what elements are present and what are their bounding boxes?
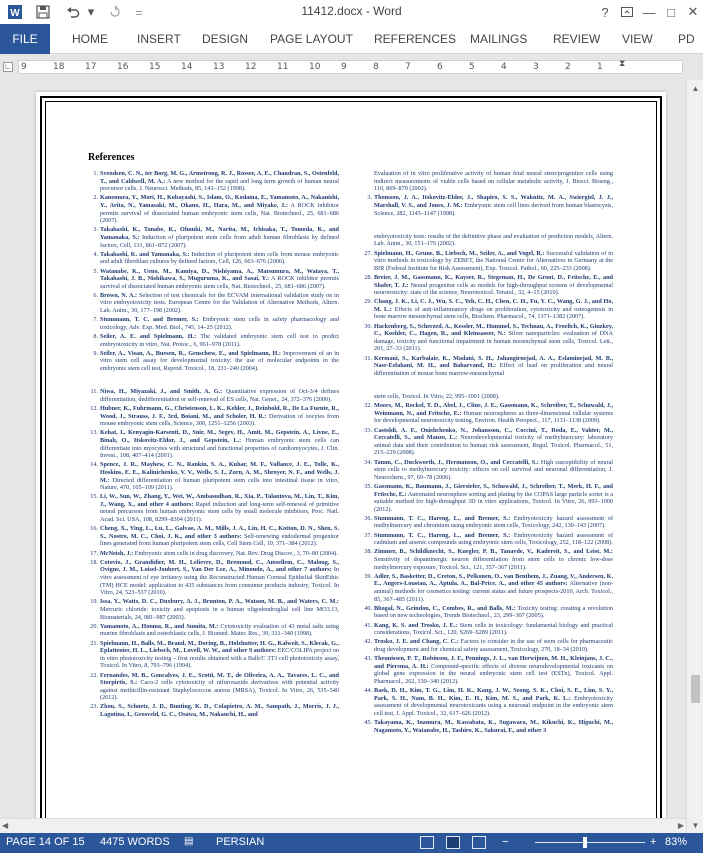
reference-text: Quantitative expression of Oct-3/4 defines differentiation, dedifferentiation or self-renewal of ES cells, Nat. Genet., 24, 372–376 (2000). [100, 388, 339, 403]
reference-number: 23. [90, 703, 98, 711]
reference-entry [362, 250, 613, 273]
reference-number: 35. [364, 482, 372, 490]
reference-text: Stem cells in toxicology: fundamental biology and practical considerations, Toxicol. Sci., 120, S269–S289 (2011). [374, 621, 614, 637]
ruler-number: 15 [149, 62, 161, 72]
reference-number: 36. [364, 514, 372, 522]
vertical-scrollbar[interactable] [686, 80, 703, 833]
reference-entry [362, 194, 613, 217]
reference-authors: Seiler, A., Visan, A., Buesen, R., Genschow, E., and Spielmann, H.: [100, 349, 281, 357]
reference-entry [88, 429, 339, 459]
reference-number: 22. [90, 671, 98, 679]
reference-authors: Stummann, T. C., Hareng, L., and Bremer, S.: [374, 531, 511, 539]
reference-entry [362, 532, 613, 547]
reference-entry [362, 687, 613, 717]
reference-entry [362, 638, 613, 653]
reference-number: 18. [90, 558, 98, 566]
reference-text: Embryotoxicity assessment of developmental neurotoxicants using a neuronal endpoint in the embryonic stem cell test, J. Appl. Toxicol., 32, 617–626 (2012). [374, 694, 613, 717]
scroll-thumb[interactable] [691, 675, 700, 703]
reference-authors: Li, W., Sun, W., Zhang, Y., Wei, W., Ambasudhan, R., Xia, P., Talantova, M., Lin, T., Kim, J., Wang, X., and other 4 authors: [100, 493, 339, 508]
reference-entry [362, 393, 613, 401]
reference-entry [88, 703, 339, 718]
reference-text: Induction of pluripotent stem cells from adult human fibroblasts by defined factors, Cell, 131, 861–872 (2007). [100, 233, 340, 249]
horizontal-ruler[interactable] [18, 60, 683, 74]
reference-entry [362, 622, 613, 637]
ruler-number: 5 [469, 62, 475, 72]
ruler-number: 17 [85, 62, 97, 72]
reference-number: 14. [90, 461, 98, 469]
reference-authors: Hackenberg, S., Scherzed, A., Kessler, M., Hummel, S., Technau, A., Froelich, K., Ginzkey, C., Koehler, C., Hagen, R., and Kleinsasser, N.: [374, 322, 613, 338]
close-button[interactable]: ✕ [687, 4, 699, 19]
reference-authors: Takahashi, K., Tanabe, K., Ohnuki, M., Narita, M., Ichisaka, T., Tomoda, K., and Yamanaka, S.: [100, 226, 339, 241]
ruler-number: 1 [597, 62, 603, 72]
ruler-number: 13 [213, 62, 225, 72]
reference-text: Mercuric chloride: toxicity and apoptosis in a human oligodendroglial cell line MO3.13, Biomaterials, 24, 981–987 (2003). [100, 605, 339, 621]
document-page[interactable] [36, 92, 666, 833]
reference-entry [362, 355, 613, 378]
reference-text: Factors to consider in the use of stem cells for pharmaceutic drug development and for chemical safety assessment, Toxicology, 270, 18–34 (2010). [374, 638, 614, 653]
reference-authors: Zimmer, B., Schildknecht, S., Kuegler, P. B., Tanavde, V., Kadereit, S., and Leist, M.: [374, 548, 613, 556]
reference-text: embryotoxicity tests: results of the definitive phase and evaluation of prediction models, Altern. Lab. Anim., 30, 151–176 (2002). [374, 232, 613, 248]
reference-entry [362, 483, 613, 513]
ruler-number: 12 [245, 62, 257, 72]
maximize-button[interactable]: □ [667, 4, 675, 20]
reference-number: 43. [364, 655, 372, 663]
reference-entry [362, 170, 613, 193]
reference-text: Sensitivity of dopaminergic neuron differentiation from stem cells to chronic low-dose methylmercury exposure, Toxicol. Sci., 121, 357–367 (2011). [374, 556, 613, 571]
reference-number: 3. [367, 194, 372, 202]
reference-entry [88, 640, 339, 670]
reference-text: A new method for the rapid and long term growth of human neural precursor cells, J. Neurosci. Methods, 85, 141–152 (1998). [100, 177, 339, 193]
reference-entry [88, 194, 339, 224]
reference-text: Evaluation of in vitro proliferative activity of human fetal neural stem/progenitor cells using indirect measurements of viable cells based on cellular metabolic activity, J. Biosci. Bioeng., 110, 869–879 (2002). [374, 170, 613, 193]
reference-number: 19. [90, 598, 98, 606]
reference-entry [88, 672, 339, 702]
reference-entry [88, 350, 339, 373]
reference-entry [362, 323, 613, 353]
reference-authors: Breier, J. M., Gassmann, K., Kayser, R., Stegeman, H., De Groot, D., Fritsche, E., and Shafer, T. J.: [374, 273, 613, 289]
references-right-column [362, 170, 613, 736]
reference-text: In vitro assessment of eye irritancy using the Reconstructed Human Corneal Epithelial SkinEthic (TM) HCE model: application to 435 substances from consumer products industry, Toxicol. In Vitro, 24, 523–537 (2010). [100, 566, 339, 597]
reference-number: 21. [90, 639, 98, 647]
reference-number: 40. [364, 604, 372, 612]
reference-authors: Gassmann, K., Baumann, J., Giersiefer, S., Schuwald, J., Schreiber, T., Merk, H. F., and Fritsche, E.: [374, 482, 613, 498]
svg-text:W: W [10, 8, 20, 19]
tab-review[interactable]: REVIEW [553, 32, 601, 46]
reference-entry [88, 292, 339, 315]
reference-number: 41. [364, 621, 372, 629]
status-bar [0, 833, 703, 853]
reference-text: Self-renewing endodermal progenitor lines generated from human pluripotent stem cells, Cell Stem Cell, 10, 371–384 (2012). [100, 532, 340, 548]
reference-text: Caco-2 cells cytotoxicity of nifuroxazide derivatives with potential activity against methicillin-resistant Staphylococcus aureus (MRSA), Toxicol. In Vitro, 26, 535–540 (2012). [100, 679, 340, 702]
reference-authors: Bhogal, N., Grindon, C., Combes, R., and Balls, M.: [374, 604, 516, 612]
reference-entry [362, 274, 613, 297]
reference-number: 28. [364, 273, 372, 281]
reference-authors: Watanabe, K., Ueno, M., Kamiya, D., Nishiyama, A., Matsumura, M., Wataya, T., Takahashi, J. B., Nishikawa, S., Muguruma, K., and Sasai, Y.: [100, 267, 339, 283]
ruler-number: 3 [533, 62, 539, 72]
reference-entry [88, 170, 339, 193]
reference-text: Embryonic stem cell lines derived from human blastocysts, Science, 282, 1145–1147 (1998). [374, 201, 614, 217]
proofing-icon[interactable]: ▤ [184, 836, 194, 847]
help-icon[interactable]: ? [601, 4, 609, 20]
reference-entry [362, 573, 613, 603]
zoom-in-button[interactable]: + [650, 836, 657, 848]
reference-number: 39. [364, 572, 372, 580]
tab-mailings[interactable]: MAILINGS [470, 32, 528, 46]
reference-text: Automated neurosphere sorting and plating by the COPAS large particle sorter is a suitable method for high-throughput 3D in vitro applications, Toxicol. In Vitro, 26, 993–1000 (2012). [374, 490, 613, 513]
reference-authors: Trosko, J. E. and Chang, C. C.: [374, 638, 459, 646]
reference-authors: Kang, K. S. and Trosko, J. E.: [374, 621, 458, 629]
reference-text: stem cells, Toxicol. In Vitro, 22, 995–1001 (2008). [374, 393, 500, 400]
reference-number: 42. [364, 638, 372, 646]
reference-text: Derivation of oocytes from mouse embryonic stem cells, Science, 300, 1251–1256 (2003). [100, 412, 340, 428]
reference-entry [88, 226, 339, 249]
reference-entry [88, 251, 339, 266]
reference-text: Neural progenitor cells as models for high-throughput screens of developmental neurotoxicity: state of the science, Neurotoxicol. Teratol., 32, 4–15 (2010). [374, 281, 613, 297]
reference-number: 2. [93, 194, 98, 202]
reference-number: 31. [364, 354, 372, 362]
reference-number: 9. [93, 349, 98, 357]
reference-entry [88, 623, 339, 638]
reference-number: 7. [93, 316, 98, 324]
reference-text: Embryotoxicity hazard assessment of cadmium and arsenic compounds using embryonic stem cells, Toxicology, 252, 118–122 (2008). [374, 531, 614, 547]
minimize-button[interactable]: — [642, 4, 656, 20]
reference-entry [88, 493, 339, 523]
tab-design[interactable]: DESIGN [202, 32, 249, 46]
ruler-area [0, 55, 703, 79]
reference-text: High susceptibility of neural stem cells to methylmercury toxicity: effects on cell survival and neuronal differentiation, J. Neurochem., 97, 69–78 (2006). [374, 458, 613, 481]
zoom-out-button[interactable]: − [502, 836, 509, 848]
ruler-number: 2 [565, 62, 571, 72]
reference-entry [88, 405, 339, 428]
horizontal-scrollbar[interactable] [0, 818, 686, 833]
reference-number: 33. [364, 426, 372, 434]
reference-text: EEC/COLIPA project on in vitro phototoxicity testing – first results obtained with a Balb/C 3T3 cell phototoxicity assay, Toxicol. In Vitro, 8, 793–796 (1994). [100, 647, 339, 670]
title-bar [0, 0, 703, 24]
reference-text: Improvement of an in vitro stem cell assay for developmental toxicity: the use of molecular endpoints in the embryonic stem cell test, Reprod. Toxicol., 18, 231–240 (2004). [100, 349, 340, 372]
undo-dropdown-icon[interactable]: ▾ [87, 4, 95, 19]
ruler-number: 8 [373, 62, 379, 72]
reference-authors: Fernandes, M. B., Goncalves, J. E., Scotti, M. T., de Oliveira, A. A., Tavares, L. C., and Storpirtis, S.: [100, 671, 339, 687]
tab-view[interactable]: VIEW [622, 32, 653, 46]
reference-entry [88, 461, 339, 491]
reference-entry [362, 655, 613, 685]
reference-authors: Kanemura, Y., Mori, H., Kobayashi, S., Islam, O., Kodama, E., Yamamoto, A., Nakanishi, Y., Arita, N., Yamasaki, M., Okano, H., Hara, M., and Miyake, J.: [100, 194, 339, 209]
reference-authors: Zhou, S., Schuetz, J. D., Bunting, K. D., Colapietro, A. M., Sampath, J., Morris, J. J., Lagutina, I., Grosveld, G. C., Osawa, M., Nakauchi, H., and [100, 703, 339, 719]
reference-number: 8. [93, 333, 98, 341]
reference-authors: Spence, J. R., Mayhew, C. N., Rankin, S. A., Kuhar, M. F., Vallance, J. E., Tolle, K., Hoskins, E. E., Kalinichenko, V. V., Wells, S. I., Zorn, A. M., Shroyer, N. F., and Wells, J. M.: [100, 461, 339, 484]
reference-number: 30. [364, 322, 372, 330]
scroll-right-icon[interactable]: ▶ [677, 821, 684, 830]
reference-text: A ROCK inhibitor permits survival of dissociated human embryonic stem cells, Nat. Biotechnol., 25, 681–686 (2007). [100, 275, 339, 290]
reference-authors: Svendsen, C. N., ter Borg, M. G., Armstrong, R. J., Rosser, A. E., Chandran, S., Ostenfeld, T., and Caldwell, M. A.: [100, 170, 339, 185]
reference-text: The validated embryonic stem cell test to predict embryotoxicity in vitro, Nat. Protoc., 6, 961–978 (2011). [100, 333, 339, 348]
references-left-column [88, 170, 339, 720]
reference-number: 44. [364, 687, 372, 695]
reference-number: 38. [364, 548, 372, 556]
reference-authors: Hubner, K., Fuhrmann, G., Christenson, L. K., Kehler, J., Reinbold, R., De La Fuente, R., Wood, J., Strauss, J. F., 3rd, Boiani, M., and Scholer, H. R.: [100, 404, 339, 420]
indent-marker-icon[interactable]: ⧗ [619, 58, 626, 68]
reference-text: Alternative (non-animal) methods for cosmetics testing: current status and future prospects-2010, Arch. Toxicol., 85, 367–485 (2011). [374, 580, 613, 603]
tab-insert[interactable]: INSERT [137, 32, 181, 46]
zoom-slider-thumb[interactable] [583, 837, 587, 848]
tab-home[interactable]: HOME [72, 32, 108, 46]
reference-authors: Baek, D. H., Kim, T. G., Lim, H. K., Kang, J. W., Seong, S. K., Choi, S. E., Lim, S. Y., Park, S. H., Nam, B. H., Kim, E. H., Kim, M. S., and Park, K. L.: [374, 687, 613, 702]
reference-text: Induction of pluripotent stem cells from mouse embryonic and adult fibroblast cultures by defined factors, Cell, 126, 663–676 (2006). [100, 250, 340, 266]
ruler-number: 11 [277, 62, 289, 72]
references-heading: References [88, 152, 135, 163]
reference-authors: Castoldi, A. F., Onishchenko, N., Johansson, C., Coccini, T., Roda, E., Vahter, M., Ceccatelli, S., and Manzo, L.: [374, 426, 613, 442]
ruler-number: 16 [117, 62, 129, 72]
reference-entry [362, 459, 613, 482]
ruler-number: 14 [181, 62, 193, 72]
reference-text: Cytotoxicity evaluation of 43 metal salts using murine fibroblasts and osteoblastic cells, J. Biomed. Mater. Res., 39, 331–340 (1998). [100, 622, 339, 638]
reference-entry [362, 605, 613, 620]
reference-number: 34. [364, 458, 372, 466]
reference-text: Effects of anti-inflammatory drugs on proliferation, cytotoxicity and osteogenesis in bone marrow mesenchymal stem cells, Biochem. Pharmacol., 74, 1371–1382 (2007). [374, 305, 614, 321]
reference-entry [88, 316, 339, 331]
tab-file[interactable]: FILE [0, 24, 50, 54]
reference-authors: Niwa, H., Miyazaki, J., and Smith, A. G.: [100, 388, 223, 396]
tab-pdf[interactable]: PD [678, 32, 695, 46]
reference-entry [362, 233, 613, 248]
reference-authors: Yamamoto, A., Honma, R., and Sumita, M.: [100, 622, 219, 630]
reference-authors: Takahashi, K. and Yamanaka, S.: [100, 250, 190, 258]
ruler-number: 4 [501, 62, 507, 72]
tab-selector-icon[interactable]: ∟ [4, 62, 12, 71]
zoom-level[interactable]: 83% [665, 836, 688, 848]
word-count[interactable]: 4475 WORDS [100, 836, 170, 848]
reference-authors: Theunissen, P. T., Robinson, J. F., Pennings, J. L., van Herwijnen, M. H., Kleinjans, J. C., and Piersma, A. H.: [374, 655, 613, 670]
reference-number: 29. [364, 298, 372, 306]
reference-authors: Issa, Y., Watts, D. C., Duxbury, A. J., Brunton, P. A., Watson, M. B., and Waters, C. M.: [100, 598, 339, 606]
reference-number: 1. [93, 170, 98, 177]
tab-references[interactable]: REFERENCES [374, 32, 457, 46]
reference-authors: Kermani, S., Karbalaie, K., Madani, S. H., Jahangirnejad, A. A., Eslaminejad, M. B., Nasr-Esfahani, M. H., and Baharvand, H.: [374, 354, 613, 370]
reference-text: Successful validation of in vitro methods in toxicology by ZEBET, the National Centre for Alternatives in Germany at the BfR (Federal Institute for Risk Assessment), Exp. Toxicol. Pathol., 60, 225–233 (2008). [374, 249, 613, 272]
reference-authors: Tamm, C., Duckworth, J., Hermanson, O., and Ceccatelli, S.: [374, 458, 539, 466]
reference-authors: Spielmann, H., Balls, M., Brand, M., Doring, B., Holzhutter, H. G., Kalweit, S., Klecak, G., Eplattenier, H. L., Liebsch, M., Lovell, W. W., and other 9 authors: [100, 639, 339, 655]
reference-number: 5. [93, 267, 98, 275]
reference-text: Neurodevelopmental toxicity of methylmercury: laboratory animal data and their contribution to human risk assessment, Regul. Toxicol. Pharmacol., 51, 215–229 (2008). [374, 434, 614, 457]
reference-number: 20. [90, 622, 98, 630]
reference-authors: Adler, S., Basketter, D., Creton, S., Pelkonen, O., van Benthem, J., Zuang, V., Andersen, K. E., Angers-Loustau, A., Aptula, A., Bal-Price, A., and other 45 authors: [374, 572, 613, 588]
reference-text: Effect of lead on proliferation and neural differentiation of mouse bone marrow-mesenchymal [374, 362, 613, 377]
reference-entry [362, 427, 613, 457]
reference-entry [362, 298, 613, 321]
reference-text: Selection of test chemicals for the ECVAM international validation study on in vitro embryotoxicity tests. European Centre for the Validation of Alternative Methods, Altern. Lab. Anim., 30, 177–198 (2002). [100, 291, 339, 315]
reference-authors: Chang, J. K., Li, C. J., Wu, S. C., Yeh, C. H., Chen, C. H., Fu, Y. C., Wang, G. J., and Ho, M. L.: [374, 298, 613, 313]
reference-number: 16. [90, 525, 98, 533]
language-indicator[interactable]: PERSIAN [216, 836, 265, 848]
web-layout-icon[interactable] [472, 836, 486, 849]
document-area[interactable] [0, 80, 686, 833]
reference-number: 17. [90, 549, 98, 557]
ruler-number: 6 [437, 62, 443, 72]
tab-page-layout[interactable]: PAGE LAYOUT [270, 32, 353, 46]
reference-entry [88, 559, 339, 597]
reference-number: 11. [90, 388, 98, 396]
reference-number: 3. [93, 226, 98, 234]
reference-number: 6. [93, 291, 98, 299]
reference-authors: Cheng, X., Ying, L., Lu, L., Galvao, A. M., Mills, J. A., Lin, H. C., Kotton, D. N., Shen, S. S., Nostro, M. C., Choi, J. K., and other 3 authors: [100, 525, 339, 540]
reference-authors: Takayama, K., Inamura, M., Kawabata, K., Sugawara, M., Kikuchi, K., Higuchi, M., Nagamoto, Y., Watanabe, H., Tashiro, K., Sakurai, F., and other 3 [374, 719, 613, 734]
reference-entry [362, 515, 613, 530]
reference-number: 27. [364, 249, 372, 257]
reference-text: Rapid induction and long-term self-renewal of primitive neural precursors from human embryonic stem cells by small molecule inhibitors, Proc. Natl. Acad. Sci. USA, 108, 8299–8304 (2011). [100, 500, 339, 524]
reference-authors: Brown, N. A.: [100, 291, 138, 299]
ruler-number: 9 [21, 62, 27, 72]
reference-authors: Spielmann, H., Grune, B., Liebsch, M., Seiler, A., and Vogel, R.: [374, 249, 545, 257]
reference-text: Silver nanoparticles: evaluation of DNA damage, toxicity and functional impairment in human mesenchymal stem cells, Toxicol. Lett., 201, 27–33 (2011). [374, 330, 613, 353]
reference-text: Embryonic stem cells in drug discovery, Nat. Rev. Drug Discov., 3, 70–80 (2004). [134, 549, 338, 557]
reference-text: Embryotoxicity hazard assessment of methylmercury and chromium using embryonic stem cells, Toxicology, 242, 130–143 (2007). [374, 514, 614, 530]
reference-entry [88, 550, 339, 558]
zoom-slider[interactable] [535, 842, 645, 843]
ruler-number: 9 [341, 62, 347, 72]
page-count[interactable]: PAGE 14 OF 15 [6, 836, 85, 848]
reference-authors: McNeish, J.: [100, 549, 134, 557]
ribbon-tabs [0, 24, 703, 54]
reference-entry [88, 388, 339, 403]
reference-authors: Cotovio, J., Grandidier, M. H., Lelievre, D., Bremond, C., Amsellem, C., Maloug, S., Ovigne, J. M., Loisel-Joubert, S., Van Der Lee, A., Minondo, A., and other 7 authors: [100, 558, 339, 574]
reference-number: 32. [364, 402, 372, 410]
reference-authors: Stummann, T. C. and Bremer, S.: [100, 316, 199, 324]
ruler-number: 10 [309, 62, 321, 72]
reference-authors: Moors, M., Rockel, T. D., Abel, J., Cline, J. E., Gassmann, K., Schreiber, T., Schuwald, J., Weinmann, N., and Fritsche, E.: [374, 402, 613, 417]
reference-text: Toxicity testing: creating a revolution based on new technologies, Trends Biotechnol., 23, 299–307 (2005). [374, 604, 613, 620]
reference-text: Human neurospheres as three-dimensional cellular systems for developmental neurotoxicity testing, Environ. Health Perspect., 117, 1131–1138 (2009). [374, 409, 613, 425]
scroll-down-icon[interactable]: ▼ [691, 820, 700, 830]
print-layout-icon[interactable] [446, 836, 460, 849]
ruler-number: 18 [53, 62, 65, 72]
reference-entry [88, 268, 339, 291]
reference-text: Human embryonic stem cells can differentiate into myocytes with structural and functional properties of cardiomyocytes, J. Clin. Invest., 108, 407–414 (2001). [100, 436, 339, 460]
reference-authors: Seiler, A. E. and Spielmann, H.: [100, 333, 197, 341]
scroll-up-icon[interactable]: ▲ [691, 83, 700, 93]
reference-number: 15. [90, 493, 98, 501]
ribbon-display-icon[interactable] [616, 1, 638, 23]
reference-authors: Thomson, J. A., Itskovitz-Eldor, J., Shapiro, S. S., Waknitz, M. A., Swiergiel, J. J., Marshall, V. S., and Jones, J. M.: [374, 194, 613, 209]
read-mode-icon[interactable] [420, 836, 434, 849]
reference-entry [88, 598, 339, 621]
ruler-number: 7 [405, 62, 411, 72]
reference-text: Directed differentiation of human pluripotent stem cells into intestinal tissue in vitro, Nature, 470, 105–109 (2011). [100, 476, 339, 492]
reference-text: A ROCK inhibitor permits survival of dissociated human embryonic stem cells, Nat. Biotechnol., 25, 681–686 (2007). [100, 201, 339, 225]
reference-number: 4. [93, 250, 98, 258]
reference-number: 12. [90, 404, 98, 412]
reference-number: 45. [364, 719, 372, 727]
customize-toolbar-icon[interactable]: = [135, 4, 143, 20]
scroll-left-icon[interactable]: ◀ [2, 821, 9, 830]
reference-entry [88, 333, 339, 348]
reference-entry [362, 402, 613, 425]
reference-number: 37. [364, 531, 372, 539]
document-title: 11412.docx - Word [301, 4, 402, 18]
reference-number: 13. [90, 429, 98, 437]
reference-entry [362, 719, 613, 734]
reference-authors: Kehat, I., Kenyagin-Karsenti, D., Snir, M., Segev, H., Amit, M., Gepstein, A., Livne, E., Binah, O., Itskovitz-Eldor, J., and Gepstein, L.: [100, 429, 339, 444]
reference-text: Compound-specific effects of diverse neurodevelopmental toxicants on global gene expression in the neural embryonic stem cell test (ESTn), Toxicol. Appl. Pharmacol., 262, 330–340 (2012). [374, 662, 613, 685]
reference-entry [362, 548, 613, 571]
reference-entry [88, 525, 339, 548]
reference-authors: Stummann, T. C., Hareng, L., and Bremer, S.: [374, 514, 511, 522]
reference-text: Embryonic stem cells in safety pharmacology and toxicology, Adv. Exp. Med. Biol., 745, 14–25 (2012). [100, 316, 339, 331]
